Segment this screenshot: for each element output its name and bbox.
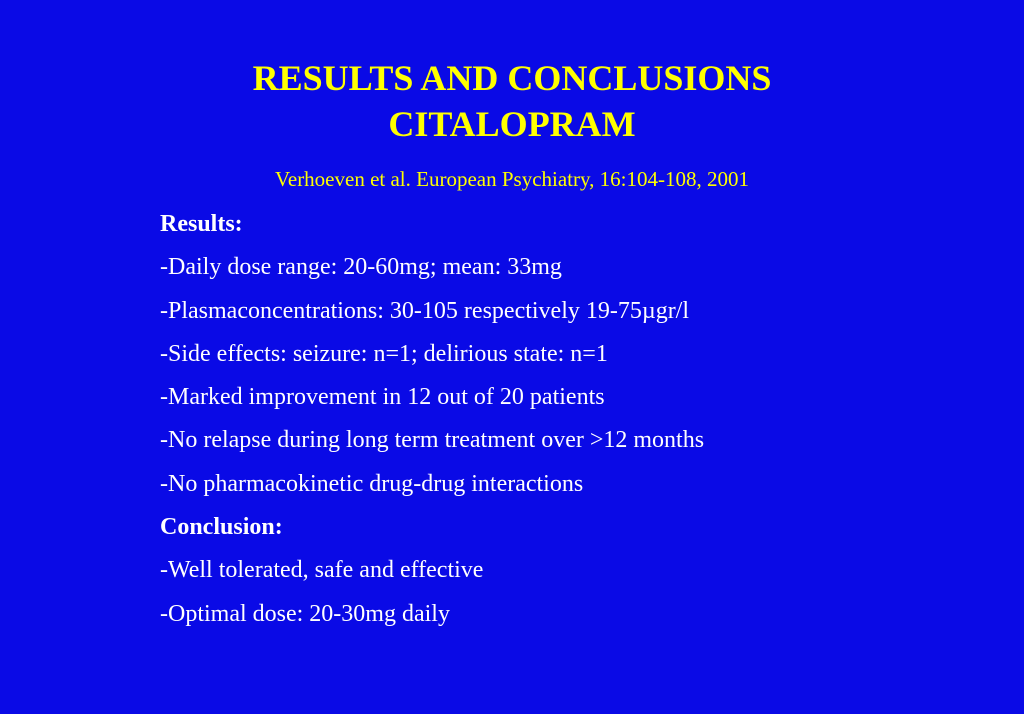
results-heading: Results: <box>160 211 243 237</box>
conclusion-item: -Optimal dose: 20-30mg daily <box>160 600 450 627</box>
slide-title-line-1: RESULTS AND CONCLUSIONS <box>252 58 772 98</box>
citation: Verhoeven et al. European Psychiatry, 16:104-108, 2001 <box>275 167 749 191</box>
slide-title-line-2: CITALOPRAM <box>388 104 636 144</box>
conclusion-item: -Well tolerated, safe and effective <box>160 557 484 584</box>
result-item: -Plasmaconcentrations: 30-105 respectively 19-75µgr/l <box>160 297 690 324</box>
result-item: -Marked improvement in 12 out of 20 patients <box>160 384 605 411</box>
result-item: -No relapse during long term treatment over >12 months <box>160 427 705 454</box>
result-item: -No pharmacokinetic drug-drug interactions <box>160 470 584 497</box>
result-item: -Side effects: seizure: n=1; delirious state: n=1 <box>160 340 608 367</box>
result-item: -Daily dose range: 20-60mg; mean: 33mg <box>160 254 562 281</box>
conclusion-heading: Conclusion: <box>160 514 283 541</box>
slide-body <box>160 203 980 636</box>
